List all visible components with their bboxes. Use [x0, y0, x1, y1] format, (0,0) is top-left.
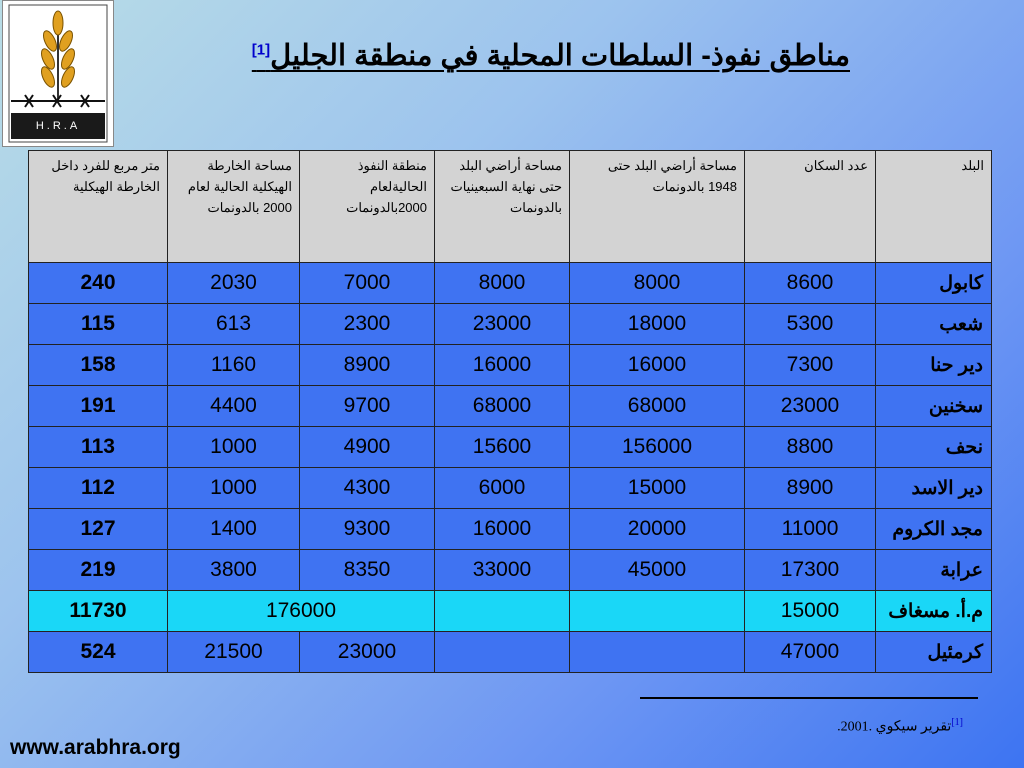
cell-land-1948 [570, 632, 745, 673]
cell-master-plan: 1000 [168, 468, 300, 509]
cell-master-plan: 1400 [168, 509, 300, 550]
cell-land-1948: 20000 [570, 509, 745, 550]
cell-sqm-per-person: 219 [29, 550, 168, 591]
cell-population: 8900 [745, 468, 876, 509]
footnote-ref[interactable]: [1] [951, 717, 963, 728]
cell-master-plan: 21500 [168, 632, 300, 673]
footnote-text: تقرير سيكوي .2001. [837, 719, 952, 735]
cell-town: نحف [876, 427, 992, 468]
cell-land-70s [435, 632, 570, 673]
cell-jurisdiction: 9300 [300, 509, 435, 550]
cell-land-1948: 156000 [570, 427, 745, 468]
cell-population: 7300 [745, 345, 876, 386]
logo-lettering: H.R.A [35, 120, 81, 132]
table-row [29, 386, 992, 427]
cell-land-70s: 68000 [435, 386, 570, 427]
cell-land-1948: 18000 [570, 304, 745, 345]
cell-town: كابول [876, 263, 992, 304]
title-footnote-ref[interactable]: [1] [251, 41, 271, 59]
title-text: مناطق نفوذ- السلطات المحلية في منطقة الجليل [270, 40, 850, 72]
cell-master-plan: 1160 [168, 345, 300, 386]
table-row [29, 509, 992, 550]
cell-town: دير حنا [876, 345, 992, 386]
cell-land-70s: 33000 [435, 550, 570, 591]
table-row [29, 304, 992, 345]
cell-jurisdiction: 2300 [300, 304, 435, 345]
header-population: عدد السكان [745, 151, 876, 263]
cell-sqm-per-person: 240 [29, 263, 168, 304]
header-land-1948: مساحة أراضي البلد حتى 1948 بالدونمات [570, 151, 745, 263]
header-land-70s: مساحة أراضي البلد حتى نهاية السبعينيات بالدونمات [435, 151, 570, 263]
table-row-highlighted [29, 591, 992, 632]
website-url: www.arabhra.org [10, 736, 181, 759]
cell-sqm-per-person: 191 [29, 386, 168, 427]
cell-land-1948: 8000 [570, 263, 745, 304]
cell-land-70s: 8000 [435, 263, 570, 304]
cell-land-1948 [570, 591, 745, 632]
cell-land-70s: 6000 [435, 468, 570, 509]
cell-population: 8600 [745, 263, 876, 304]
table-row [29, 427, 992, 468]
cell-master-plan: 3800 [168, 550, 300, 591]
header-row [29, 151, 992, 263]
table-row [29, 345, 992, 386]
header-jurisdiction-2000: منطقة النفوذ الحاليةلعام 2000بالدونمات [300, 151, 435, 263]
cell-sqm-per-person: 158 [29, 345, 168, 386]
cell-jurisdiction: 23000 [300, 632, 435, 673]
cell-sqm-per-person: 112 [29, 468, 168, 509]
cell-jurisdiction: 176000 [168, 591, 435, 632]
cell-population: 11000 [745, 509, 876, 550]
cell-land-1948: 68000 [570, 386, 745, 427]
cell-population: 47000 [745, 632, 876, 673]
cell-population: 5300 [745, 304, 876, 345]
cell-jurisdiction: 8350 [300, 550, 435, 591]
table-row [29, 632, 992, 673]
cell-population: 8800 [745, 427, 876, 468]
cell-land-1948: 45000 [570, 550, 745, 591]
cell-master-plan: 2030 [168, 263, 300, 304]
cell-sqm-per-person: 11730 [29, 591, 168, 632]
cell-land-70s: 16000 [435, 509, 570, 550]
cell-land-70s: 23000 [435, 304, 570, 345]
page-title [205, 38, 850, 73]
cell-sqm-per-person: 115 [29, 304, 168, 345]
cell-land-70s: 15600 [435, 427, 570, 468]
cell-jurisdiction: 7000 [300, 263, 435, 304]
cell-master-plan: 1000 [168, 427, 300, 468]
header-sqm-per-person: متر مربع للفرد داخل الخارطة الهيكلية [29, 151, 168, 263]
cell-jurisdiction: 4300 [300, 468, 435, 509]
hra-logo [2, 0, 114, 147]
header-master-plan-2000: مساحة الخارطة الهيكلية الحالية لعام 2000 بالدونمات [168, 151, 300, 263]
cell-master-plan: 4400 [168, 386, 300, 427]
cell-population: 17300 [745, 550, 876, 591]
cell-land-70s: 16000 [435, 345, 570, 386]
table-row [29, 468, 992, 509]
cell-town: دير الاسد [876, 468, 992, 509]
footnote-divider [640, 697, 978, 699]
cell-population: 23000 [745, 386, 876, 427]
cell-sqm-per-person: 113 [29, 427, 168, 468]
cell-land-1948: 15000 [570, 468, 745, 509]
cell-town: كرمئيل [876, 632, 992, 673]
table-row [29, 263, 992, 304]
table-row [29, 550, 992, 591]
cell-sqm-per-person: 127 [29, 509, 168, 550]
cell-master-plan: 613 [168, 304, 300, 345]
footnote [780, 717, 963, 736]
cell-town: مجد الكروم [876, 509, 992, 550]
cell-population: 15000 [745, 591, 876, 632]
cell-jurisdiction: 4900 [300, 427, 435, 468]
cell-town: عرابة [876, 550, 992, 591]
cell-town: شعب [876, 304, 992, 345]
cell-land-1948: 16000 [570, 345, 745, 386]
cell-town: سخنين [876, 386, 992, 427]
cell-sqm-per-person: 524 [29, 632, 168, 673]
cell-town: م.أ. مسغاف [876, 591, 992, 632]
header-town: البلد [876, 151, 992, 263]
cell-land-70s [435, 591, 570, 632]
cell-jurisdiction: 8900 [300, 345, 435, 386]
cell-jurisdiction: 9700 [300, 386, 435, 427]
land-data-table [28, 150, 992, 673]
